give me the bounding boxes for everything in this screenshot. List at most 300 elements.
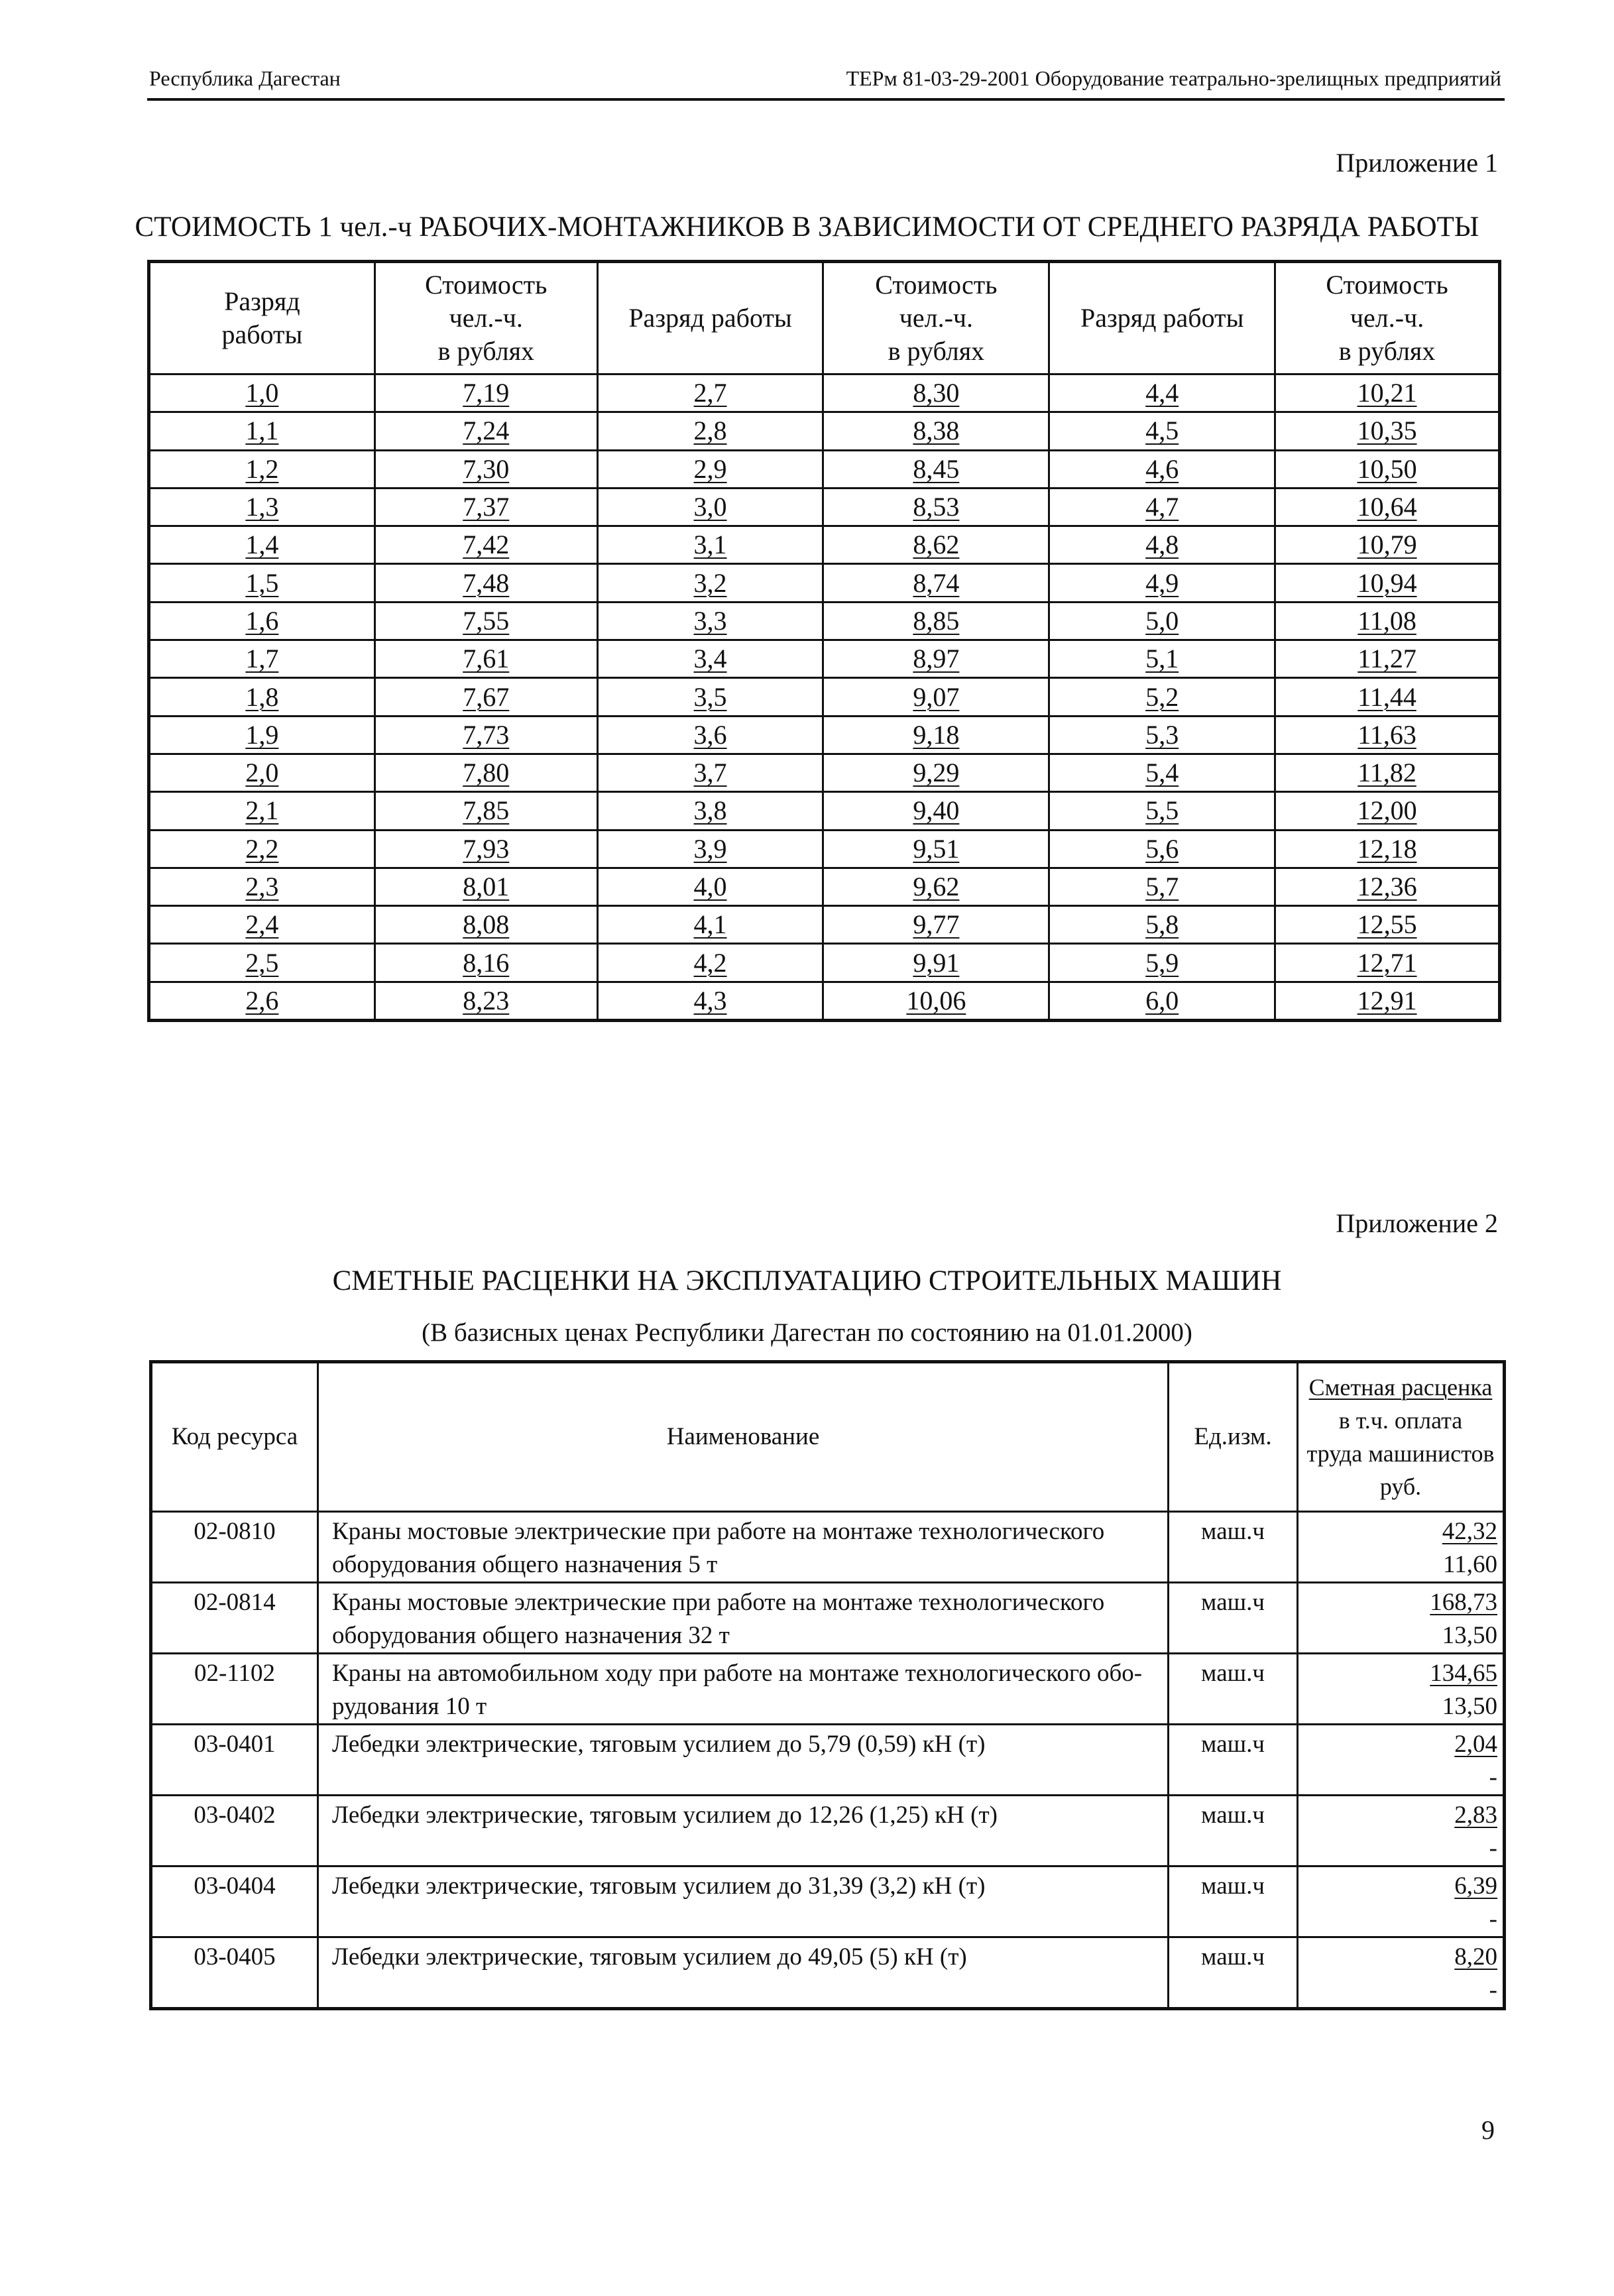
grade-cell (149, 982, 375, 1020)
cost-value: 11,08 (1357, 605, 1416, 636)
grade-cell (149, 716, 375, 754)
cost-value: 12,00 (1357, 795, 1417, 826)
cost-value: 7,48 (463, 567, 510, 598)
resource-name-line: Краны на автомобильном ходу при работе на монтаже технологического обо- (332, 1660, 1143, 1687)
resource-code: 02-0810 (151, 1512, 318, 1583)
operator-wage-value: - (1489, 1906, 1497, 1933)
cost-cell (1275, 526, 1500, 564)
cost-cell (1275, 488, 1500, 526)
grade-cell (597, 868, 823, 905)
grade-value: 2,0 (245, 758, 279, 788)
cost-value: 9,77 (913, 909, 960, 940)
machine-rates-header-row (151, 1362, 1505, 1512)
operator-wage-value: 13,50 (1442, 1622, 1497, 1649)
cost-cell (375, 944, 597, 982)
grade-cell (1049, 678, 1275, 716)
cost-value: 10,35 (1357, 416, 1417, 446)
grade-value: 1,1 (245, 416, 279, 446)
resource-name (318, 1937, 1169, 2009)
cost-value: 8,53 (913, 492, 960, 522)
operator-wage-value: 11,60 (1443, 1551, 1497, 1578)
table-row (151, 1725, 1505, 1796)
labor-cost-table (147, 260, 1501, 1022)
resource-code: 03-0401 (151, 1725, 318, 1796)
appendix-1-label: Приложение 1 (1336, 148, 1498, 178)
cost-value: 8,30 (913, 378, 960, 408)
rate-value: 168,73 (1430, 1589, 1497, 1616)
grade-cell (1049, 488, 1275, 526)
cost-cell (375, 488, 597, 526)
resource-code: 03-0402 (151, 1796, 318, 1866)
appendix-2-label: Приложение 2 (1336, 1208, 1498, 1238)
resource-code: 03-0404 (151, 1866, 318, 1937)
grade-value: 2,8 (693, 416, 727, 446)
cost-header (1275, 262, 1500, 374)
grade-cell (1049, 830, 1275, 868)
cost-value: 9,07 (913, 681, 960, 712)
rate-value: 6,39 (1454, 1872, 1497, 1900)
table-row (149, 906, 1500, 944)
grade-cell (597, 792, 823, 830)
grade-value: 2,9 (693, 453, 727, 484)
price-header-line: руб. (1379, 1473, 1422, 1500)
grade-cell (597, 716, 823, 754)
unit-cell: маш.ч (1169, 1796, 1298, 1866)
cost-cell (823, 450, 1049, 488)
grade-cell (149, 412, 375, 450)
cost-value: 7,93 (463, 833, 510, 864)
table-row (149, 640, 1500, 678)
grade-cell (597, 830, 823, 868)
grade-cell (149, 450, 375, 488)
grade-cell (149, 374, 375, 412)
cost-value: 12,18 (1357, 833, 1417, 864)
grade-value: 4,5 (1145, 416, 1179, 446)
unit-cell: маш.ч (1169, 1937, 1298, 2009)
price-cell (1298, 1937, 1505, 2009)
table-row (149, 944, 1500, 982)
table-row (149, 716, 1500, 754)
rate-value: 134,65 (1430, 1660, 1497, 1687)
grade-cell (597, 640, 823, 678)
grade-value: 1,8 (245, 681, 279, 712)
grade-cell (597, 412, 823, 450)
cost-cell (1275, 678, 1500, 716)
cost-value: 8,45 (913, 453, 960, 484)
price-cell (1298, 1654, 1505, 1725)
cost-value: 8,38 (913, 416, 960, 446)
grade-cell (597, 602, 823, 640)
grade-cell (597, 488, 823, 526)
cost-value: 7,61 (463, 644, 510, 674)
grade-cell (149, 754, 375, 791)
cost-value: 11,44 (1357, 681, 1416, 712)
cost-value: 8,23 (463, 985, 510, 1015)
cost-value: 10,06 (906, 985, 966, 1015)
resource-name-line: Лебедки электрические, тяговым усилием до 12,26 (1,25) кН (т) (332, 1802, 998, 1829)
grade-value: 1,5 (245, 567, 279, 598)
table-row (149, 526, 1500, 564)
grade-value: 5,4 (1145, 758, 1179, 788)
price-cell (1298, 1583, 1505, 1654)
cost-value: 8,97 (913, 644, 960, 674)
grade-header: Разряд работы (1049, 262, 1275, 374)
header-rule (147, 98, 1505, 101)
grade-value: 1,6 (245, 605, 279, 636)
cost-value: 8,08 (463, 909, 510, 940)
grade-value: 5,1 (1145, 644, 1179, 674)
unit-cell: маш.ч (1169, 1512, 1298, 1583)
cost-value: 7,85 (463, 795, 510, 826)
cost-cell (375, 716, 597, 754)
grade-value: 2,4 (245, 909, 279, 940)
cost-cell (375, 754, 597, 791)
cost-value: 7,19 (463, 378, 510, 408)
appendix-2-title: СМЕТНЫЕ РАСЦЕНКИ НА ЭКСПЛУАТАЦИЮ СТРОИТЕЛЬНЫХ МАШИН (332, 1265, 1282, 1296)
cost-cell (823, 716, 1049, 754)
cost-cell (375, 792, 597, 830)
resource-name-line: оборудования общего назначения 5 т (332, 1551, 718, 1578)
cost-cell (823, 602, 1049, 640)
cost-cell (375, 450, 597, 488)
cost-value: 9,91 (913, 947, 960, 978)
cost-value: 7,80 (463, 758, 510, 788)
resource-name-line: оборудования общего назначения 32 т (332, 1622, 730, 1649)
grade-cell (149, 488, 375, 526)
cost-cell (375, 374, 597, 412)
cost-cell (1275, 564, 1500, 602)
cost-value: 10,64 (1357, 492, 1417, 522)
grade-value: 3,6 (693, 719, 727, 750)
grade-cell (1049, 868, 1275, 905)
cost-cell (823, 830, 1049, 868)
grade-cell (1049, 564, 1275, 602)
grade-value: 1,0 (245, 378, 279, 408)
resource-name (318, 1654, 1169, 1725)
cost-cell (375, 830, 597, 868)
grade-cell (1049, 982, 1275, 1020)
cost-header-line: Стоимость (1326, 270, 1448, 300)
unit-cell: маш.ч (1169, 1654, 1298, 1725)
cost-cell (375, 412, 597, 450)
table-row (149, 792, 1500, 830)
unit-cell: маш.ч (1169, 1583, 1298, 1654)
table-row (151, 1796, 1505, 1866)
grade-value: 4,1 (693, 909, 727, 940)
appendix-1-title: СТОИМОСТЬ 1 чел.-ч РАБОЧИХ-МОНТАЖНИКОВ В ЗАВИСИМОСТИ ОТ СРЕДНЕГО РАЗРЯДА РАБОТЫ (135, 211, 1479, 243)
cost-cell (375, 868, 597, 905)
cost-value: 7,37 (463, 492, 510, 522)
cost-value: 8,85 (913, 605, 960, 636)
cost-value: 7,55 (463, 605, 510, 636)
resource-name-line: рудования 10 т (332, 1693, 487, 1720)
cost-cell (375, 602, 597, 640)
grade-header-line: Разряд (224, 286, 300, 316)
cost-cell (823, 982, 1049, 1020)
cost-cell (823, 678, 1049, 716)
table-row (149, 602, 1500, 640)
cost-value: 10,79 (1357, 530, 1417, 560)
grade-cell (597, 564, 823, 602)
grade-cell (149, 602, 375, 640)
cost-cell (1275, 640, 1500, 678)
grade-header (149, 262, 375, 374)
table-row (149, 450, 1500, 488)
grade-value: 1,9 (245, 719, 279, 750)
name-header: Наименование (318, 1362, 1169, 1512)
grade-value: 1,7 (245, 644, 279, 674)
cost-value: 9,18 (913, 719, 960, 750)
cost-cell (375, 564, 597, 602)
table-row (151, 1512, 1505, 1583)
table-row (149, 982, 1500, 1020)
grade-value: 5,0 (1145, 605, 1179, 636)
grade-cell (597, 450, 823, 488)
cost-value: 11,63 (1357, 719, 1416, 750)
cost-value: 8,16 (463, 947, 510, 978)
resource-name-line: Лебедки электрические, тяговым усилием до 31,39 (3,2) кН (т) (332, 1872, 986, 1900)
grade-value: 3,8 (693, 795, 727, 826)
grade-value: 2,1 (245, 795, 279, 826)
cost-cell (1275, 944, 1500, 982)
resource-name-line: Краны мостовые электрические при работе на монтаже технологического (332, 1518, 1105, 1545)
cost-cell (823, 564, 1049, 602)
cost-value: 8,01 (463, 872, 510, 901)
grade-cell (149, 868, 375, 905)
cost-cell (1275, 868, 1500, 905)
resource-name (318, 1866, 1169, 1937)
cost-value: 9,29 (913, 758, 960, 788)
cost-header-line: Стоимость (425, 270, 548, 300)
cost-header (375, 262, 597, 374)
cost-header-line: в рублях (437, 336, 534, 366)
resource-name-line: Краны мостовые электрические при работе на монтаже технологического (332, 1589, 1105, 1616)
appendix-2-subtitle: (В базисных ценах Республики Дагестан по состоянию на 01.01.2000) (422, 1318, 1192, 1347)
grade-value: 5,6 (1145, 833, 1179, 864)
resource-name-line: Лебедки электрические, тяговым усилием до 5,79 (0,59) кН (т) (332, 1731, 986, 1758)
grade-cell (597, 754, 823, 791)
grade-value: 5,7 (1145, 872, 1179, 901)
cost-value: 8,62 (913, 530, 960, 560)
operator-wage-value: - (1489, 1764, 1497, 1791)
table-row (149, 678, 1500, 716)
rate-value: 8,20 (1454, 1943, 1497, 1971)
cost-cell (823, 488, 1049, 526)
cost-cell (375, 906, 597, 944)
grade-value: 1,3 (245, 492, 279, 522)
table-row (149, 868, 1500, 905)
cost-cell (823, 412, 1049, 450)
cost-value: 9,62 (913, 872, 960, 901)
cost-cell (375, 640, 597, 678)
cost-value: 7,67 (463, 681, 510, 712)
cost-cell (1275, 792, 1500, 830)
table-row (149, 754, 1500, 791)
cost-cell (823, 374, 1049, 412)
cost-header-line: в рублях (1338, 336, 1436, 366)
labor-cost-header-row (149, 262, 1500, 374)
grade-cell (1049, 906, 1275, 944)
grade-cell (1049, 716, 1275, 754)
cost-value: 12,36 (1357, 872, 1417, 901)
price-cell (1298, 1725, 1505, 1796)
price-cell (1298, 1866, 1505, 1937)
grade-cell (597, 906, 823, 944)
table-row (151, 1583, 1505, 1654)
grade-cell (149, 792, 375, 830)
grade-cell (149, 906, 375, 944)
grade-value: 1,2 (245, 453, 279, 484)
cost-cell (823, 640, 1049, 678)
cost-cell (1275, 374, 1500, 412)
cost-cell (1275, 754, 1500, 791)
grade-value: 4,8 (1145, 530, 1179, 560)
resource-name-line: Лебедки электрические, тяговым усилием до 49,05 (5) кН (т) (332, 1943, 967, 1971)
cost-cell (1275, 982, 1500, 1020)
cost-cell (823, 868, 1049, 905)
grade-value: 6,0 (1145, 985, 1179, 1015)
table-row (149, 564, 1500, 602)
grade-value: 2,5 (245, 947, 279, 978)
cost-cell (375, 678, 597, 716)
unit-cell: маш.ч (1169, 1866, 1298, 1937)
unit-header: Ед.изм. (1169, 1362, 1298, 1512)
cost-value: 7,24 (463, 416, 510, 446)
grade-value: 3,7 (693, 758, 727, 788)
grade-cell (149, 640, 375, 678)
header-region: Республика Дагестан (149, 66, 341, 90)
operator-wage-value: 13,50 (1442, 1693, 1497, 1720)
grade-cell (1049, 640, 1275, 678)
cost-value: 10,94 (1357, 567, 1417, 598)
table-row (149, 412, 1500, 450)
cost-cell (1275, 906, 1500, 944)
grade-value: 3,4 (693, 644, 727, 674)
table-row (151, 1937, 1505, 2009)
cost-value: 10,21 (1357, 378, 1417, 408)
cost-value: 11,27 (1357, 644, 1416, 674)
cost-value: 11,82 (1357, 758, 1416, 788)
operator-wage-value: - (1489, 1835, 1497, 1862)
grade-value: 2,3 (245, 872, 279, 901)
cost-value: 12,91 (1357, 985, 1417, 1015)
table-row (149, 488, 1500, 526)
grade-value: 2,6 (245, 985, 279, 1015)
grade-value: 2,7 (693, 378, 727, 408)
price-cell (1298, 1512, 1505, 1583)
grade-cell (1049, 944, 1275, 982)
cost-cell (823, 526, 1049, 564)
cost-cell (1275, 716, 1500, 754)
grade-value: 5,8 (1145, 909, 1179, 940)
grade-value: 3,5 (693, 681, 727, 712)
cost-cell (823, 754, 1049, 791)
cost-header-line: в рублях (888, 336, 985, 366)
rate-value: 42,32 (1442, 1518, 1497, 1545)
grade-cell (1049, 526, 1275, 564)
cost-cell (823, 792, 1049, 830)
cost-value: 10,50 (1357, 453, 1417, 484)
grade-value: 4,0 (693, 872, 727, 901)
cost-cell (1275, 450, 1500, 488)
grade-value: 5,2 (1145, 681, 1179, 712)
cost-cell (1275, 412, 1500, 450)
cost-value: 9,40 (913, 795, 960, 826)
cost-header-line: Стоимость (875, 270, 998, 300)
cost-header-line: чел.-ч. (899, 303, 974, 333)
price-header-line: в т.ч. оплата (1338, 1407, 1463, 1434)
grade-value: 4,7 (1145, 492, 1179, 522)
grade-value: 5,5 (1145, 795, 1179, 826)
grade-cell (149, 678, 375, 716)
cost-cell (1275, 830, 1500, 868)
grade-value: 1,4 (245, 530, 279, 560)
resource-code: 03-0405 (151, 1937, 318, 2009)
grade-value: 3,9 (693, 833, 727, 864)
grade-value: 3,1 (693, 530, 727, 560)
price-cell (1298, 1796, 1505, 1866)
cost-cell (1275, 602, 1500, 640)
cost-cell (823, 944, 1049, 982)
header-document-title: ТЕРм 81-03-29-2001 Оборудование театрально-зрелищных предприятий (846, 66, 1501, 90)
grade-cell (1049, 450, 1275, 488)
grade-value: 4,2 (693, 947, 727, 978)
grade-cell (597, 526, 823, 564)
grade-value: 4,6 (1145, 453, 1179, 484)
cost-header-line: чел.-ч. (449, 303, 523, 333)
price-header-line: труда машинистов (1306, 1440, 1495, 1467)
grade-value: 3,2 (693, 567, 727, 598)
resource-name (318, 1796, 1169, 1866)
grade-value: 4,4 (1145, 378, 1179, 408)
cost-header (823, 262, 1049, 374)
cost-value: 12,55 (1357, 909, 1417, 940)
table-row (149, 830, 1500, 868)
grade-cell (149, 944, 375, 982)
unit-cell: маш.ч (1169, 1725, 1298, 1796)
grade-cell (149, 564, 375, 602)
resource-name (318, 1583, 1169, 1654)
operator-wage-value: - (1489, 1977, 1497, 2004)
resource-code: 02-1102 (151, 1654, 318, 1725)
cost-value: 7,73 (463, 719, 510, 750)
price-header-title: Сметная расценка (1308, 1374, 1493, 1401)
grade-value: 4,3 (693, 985, 727, 1015)
cost-value: 7,30 (463, 453, 510, 484)
grade-value: 3,0 (693, 492, 727, 522)
cost-cell (375, 526, 597, 564)
grade-cell (149, 526, 375, 564)
grade-cell (1049, 792, 1275, 830)
grade-cell (1049, 412, 1275, 450)
cost-value: 8,74 (913, 567, 960, 598)
resource-name (318, 1512, 1169, 1583)
grade-cell (149, 830, 375, 868)
grade-header-line: работы (221, 319, 303, 349)
table-row (151, 1654, 1505, 1725)
cost-value: 7,42 (463, 530, 510, 560)
resource-code: 02-0814 (151, 1583, 318, 1654)
grade-cell (1049, 754, 1275, 791)
grade-cell (1049, 602, 1275, 640)
grade-cell (597, 944, 823, 982)
machine-rates-table (149, 1360, 1506, 2010)
grade-value: 4,9 (1145, 567, 1179, 598)
grade-value: 5,3 (1145, 719, 1179, 750)
price-header (1298, 1362, 1505, 1512)
rate-value: 2,04 (1454, 1731, 1497, 1758)
rate-value: 2,83 (1454, 1802, 1497, 1829)
